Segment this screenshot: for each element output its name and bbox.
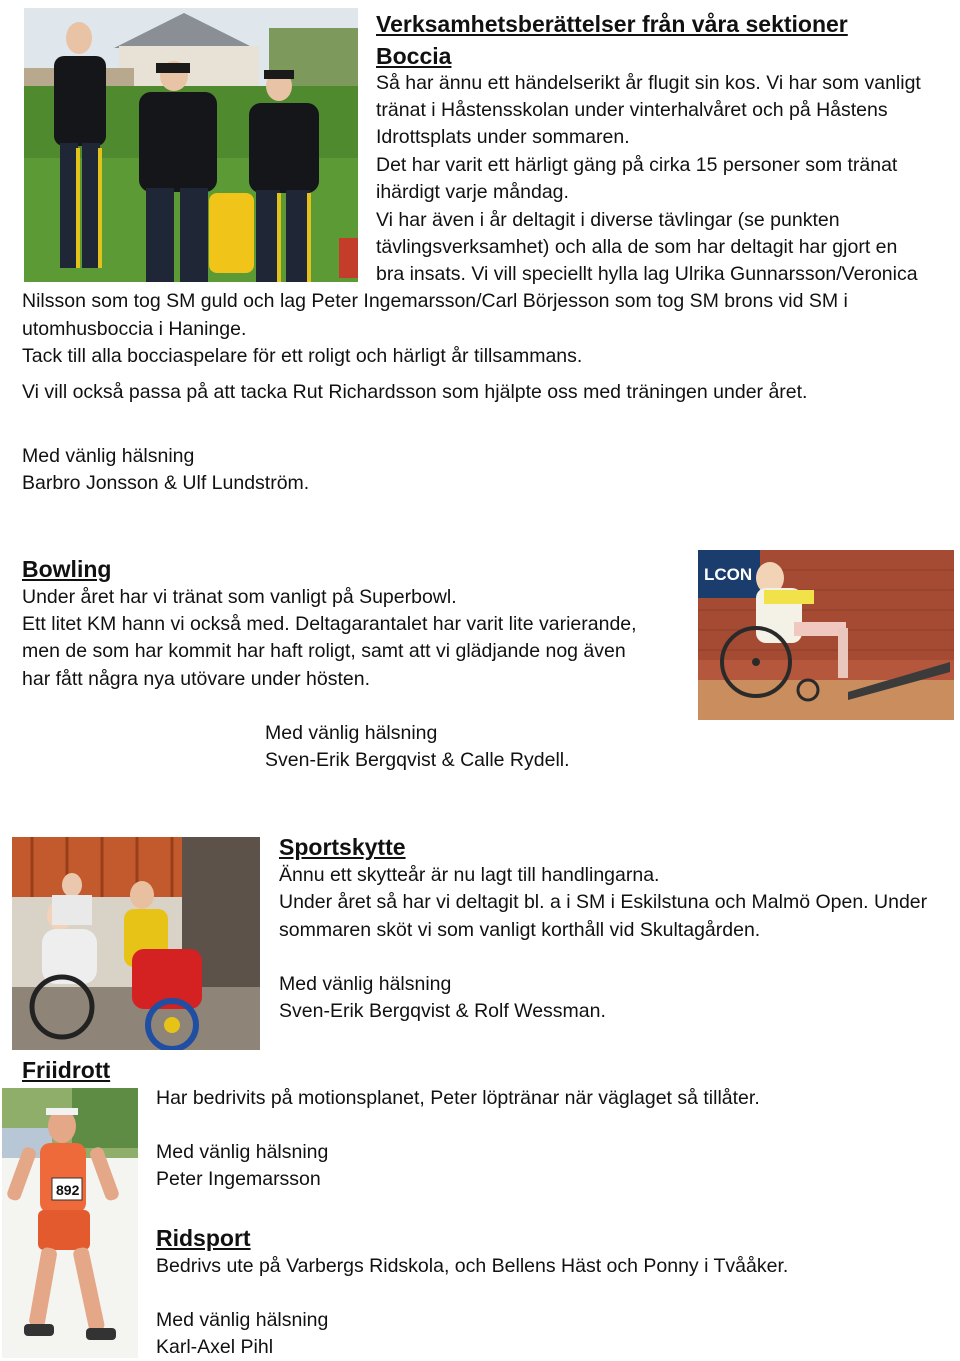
boccia-text-line: ihärdigt varje måndag.: [376, 181, 569, 203]
ridsport-greeting: Med vänlig hälsning: [156, 1309, 329, 1331]
boccia-text-line: Så har ännu ett händelserikt år flugit sin kos. Vi har som vanligt: [376, 72, 921, 94]
sportskytte-text-line: Under året så har vi deltagit bl. a i SM i Eskilstuna och Malmö Open. Under: [279, 891, 928, 913]
boccia-heading: Boccia: [376, 43, 452, 69]
boccia-text-line: bra insats. Vi vill speciellt hylla lag Ulrika Gunnarsson/Veronica: [376, 263, 918, 285]
boccia-text-line: Tack till alla bocciaspelare för ett roligt och härligt år tillsammans.: [22, 345, 583, 367]
sportskytte-greeting: Med vänlig hälsning: [279, 973, 452, 995]
sportskytte-photo: [12, 837, 260, 1050]
bowling-heading: Bowling: [22, 556, 112, 582]
ridsport-signature: Karl-Axel Pihl: [156, 1336, 274, 1358]
sportskytte-text-line: sommaren sköt vi som vanligt korthåll vid Skultagården.: [279, 919, 761, 941]
boccia-signature: Barbro Jonsson & Ulf Lundström.: [22, 472, 310, 494]
friidrott-heading: Friidrott: [22, 1057, 111, 1083]
bowling-text-line: har fått några nya utövare under hösten.: [22, 668, 370, 690]
boccia-photo: [24, 8, 358, 282]
friidrott-signature: Peter Ingemarsson: [156, 1168, 321, 1190]
bowling-greeting: Med vänlig hälsning: [265, 722, 438, 744]
friidrott-bib: 892: [56, 1182, 80, 1198]
boccia-greeting: Med vänlig hälsning: [22, 445, 195, 467]
boccia-text-line: utomhusboccia i Haninge.: [22, 318, 247, 340]
boccia-text-line: Vi vill också passa på att tacka Rut Richardsson som hjälpte oss med träningen under året.: [22, 381, 808, 403]
ridsport-text-line: Bedrivs ute på Varbergs Ridskola, och Bellens Häst och Ponny i Tvååker.: [156, 1255, 789, 1277]
bowling-text-line: men de som har kommit har haft roligt, samt att vi glädjande nog även: [22, 640, 626, 662]
friidrott-photo: [2, 1088, 138, 1358]
sportskytte-signature: Sven-Erik Bergqvist & Rolf Wessman.: [279, 1000, 606, 1022]
page-title: Verksamhetsberättelser från våra sektioner: [376, 11, 848, 37]
bowling-photo: [698, 550, 954, 720]
bowling-text-line: Under året har vi tränat som vanligt på Superbowl.: [22, 586, 457, 608]
boccia-text-line: Vi har även i år deltagit i diverse tävlingar (se punkten: [376, 209, 840, 231]
sportskytte-heading: Sportskytte: [279, 834, 406, 860]
boccia-text-line: tränat i Håstensskolan under vinterhalvåret och på Håstens: [376, 99, 888, 121]
friidrott-text-line: Har bedrivits på motionsplanet, Peter löptränar när väglaget så tillåter.: [156, 1087, 760, 1109]
boccia-text-line: tävlingsverksamhet) och alla de som har deltagit har gjort en: [376, 236, 898, 258]
boccia-text-line: Det har varit ett härligt gäng på cirka 15 personer som tränat: [376, 154, 898, 176]
boccia-text-line: Nilsson som tog SM guld och lag Peter Ingemarsson/Carl Börjesson som tog SM brons vid SM i: [22, 290, 848, 312]
bowling-signature: Sven-Erik Bergqvist & Calle Rydell.: [265, 749, 570, 771]
sportskytte-text-line: Ännu ett skytteår är nu lagt till handlingarna.: [279, 864, 660, 886]
ridsport-heading: Ridsport: [156, 1225, 251, 1251]
bowling-photo-sign: LCON: [704, 565, 753, 584]
boccia-text-line: Idrottsplats under sommaren.: [376, 126, 630, 148]
bowling-text-line: Ett litet KM hann vi också med. Deltagarantalet har varit lite varierande,: [22, 613, 637, 635]
friidrott-greeting: Med vänlig hälsning: [156, 1141, 329, 1163]
